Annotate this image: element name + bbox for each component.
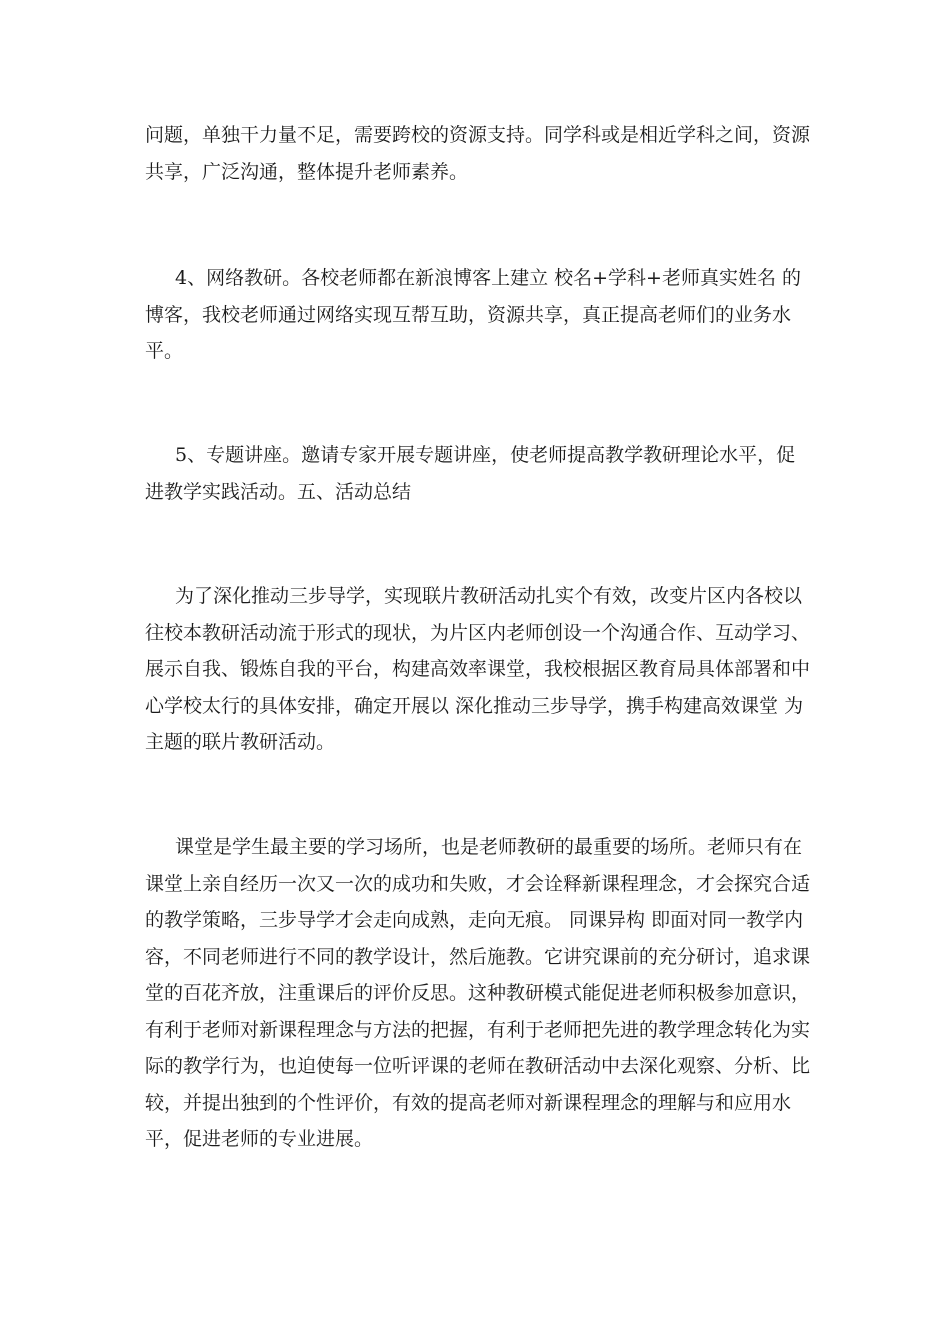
paragraph-classroom: 课堂是学生最主要的学习场所，也是老师教研的最重要的场所。老师只有在课堂上亲自经历一次又一次的成功和失败，才会诠释新课程理念，才会探究合适的教学策略，三步导学才会走向成熟，走向无痕。 同课异构 即面对同一教学内容，不同老师进行不同的教学设计，然后施教。它讲究课前的充分研讨，追求课堂的百花齐放，注重课后的评价反思。这种教研模式能促进老师积极参加意识，有利于老师对新课程理念与方法的把握，有利于老师把先进的教学理念转化为实际的教学行为，也迫使每一位听评课的老师在教研活动中去深化观察、分析、比较，并提出独到的个性评价，有效的提高老师对新课程理念的理解与和应用水平，促进老师的专业进展。 (145, 836, 811, 1150)
paragraph-activity-summary: 为了深化推动三步导学，实现联片教研活动扎实个有效，改变片区内各校以往校本教研活动流于形式的现状，为片区内老师创设一个沟通合作、互动学习、展示自我、锻炼自我的平台，构建高效率课堂，我校根据区教育局具体部署和中心学校太行的具体安排，确定开展以 深化推动三步导学，携手构建高效课堂 为主题的联片教研活动。 (145, 585, 811, 753)
paragraph-network-research: 4、网络教研。各校老师都在新浪博客上建立 校名+学科+老师真实姓名 的博客，我校老师通过网络实现互帮互助，资源共享，真正提高老师们的业务水平。 (145, 267, 802, 362)
paragraph-continuation: 问题，单独干力量不足，需要跨校的资源支持。同学科或是相近学科之间，资源共享，广泛沟通，整体提升老师素养。 (145, 124, 811, 183)
paragraph-special-lectures: 5、专题讲座。邀请专家开展专题讲座，使老师提高教学教研理论水平，促进教学实践活动。五、活动总结 (145, 444, 796, 503)
